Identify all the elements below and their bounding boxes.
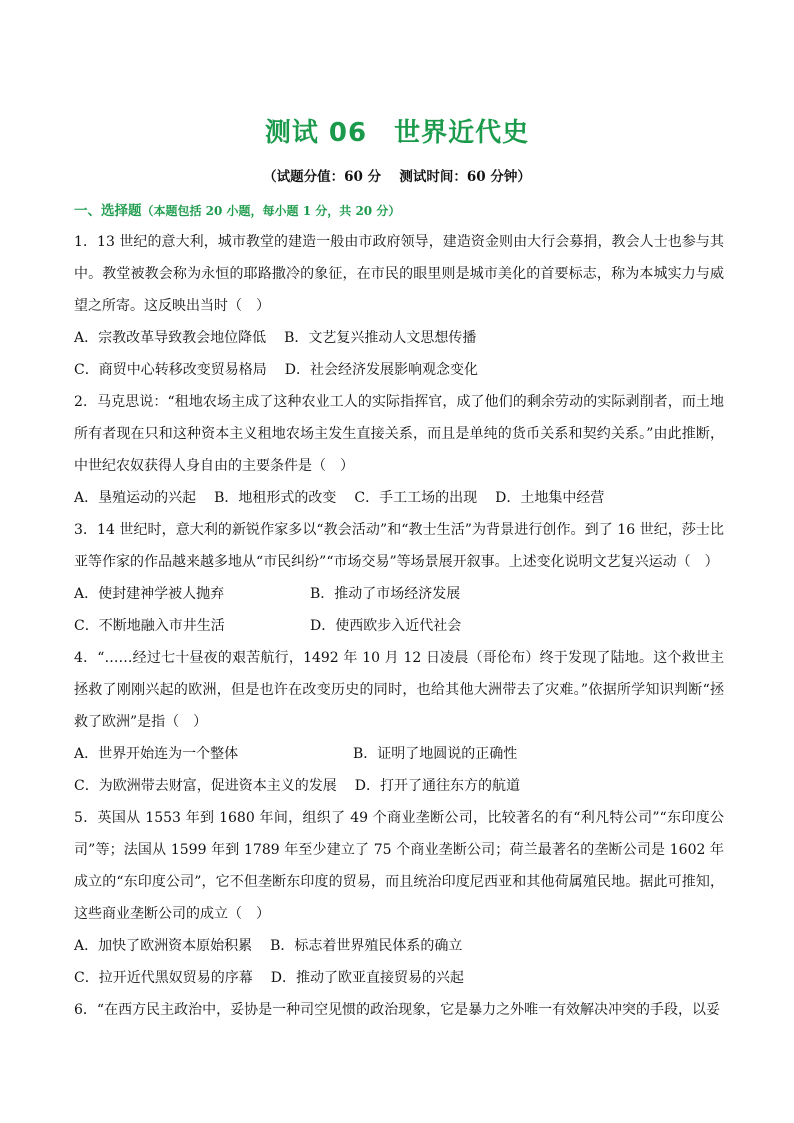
option-c: C．商贸中心转移改变贸易格局: [74, 362, 267, 378]
option-d: D．土地集中经营: [495, 490, 605, 506]
option-a: A．使封建神学被人抛弃: [74, 586, 225, 602]
test-info: （试题分值：60 分 测试时间：60 分钟）: [263, 169, 531, 185]
option-d: D．社会经济发展影响观念变化: [284, 362, 478, 378]
option-c: C．拉开近代黑奴贸易的序幕: [74, 970, 253, 986]
section-heading: [74, 199, 400, 219]
option-a: A．垦殖运动的兴起: [74, 490, 197, 506]
option-a: A．世界开始连为一个整体: [74, 746, 239, 762]
page-title: 测试 06 世界近代史: [264, 118, 530, 148]
section-title: 一、选择题: [74, 203, 142, 219]
option-b: B．推动了市场经济发展: [310, 586, 461, 602]
question-5: [74, 802, 724, 994]
option-row: [74, 354, 724, 386]
option-row: [74, 770, 724, 802]
option-row: [74, 962, 724, 994]
question-2: [74, 386, 724, 514]
question-stem: 1．13 世纪的意大利，城市教堂的建造一般由市政府领导，建造资金则由大行会募捐，教会人士也参与其中。教堂被教会称为永恒的耶路撒冷的象征，在市民的眼里则是城市美化的首要标志，称为本城实力与威望之所寄。这反映出当时（ ）: [74, 234, 724, 314]
option-b: B．证明了地圆说的正确性: [353, 746, 518, 762]
option-row: [74, 578, 724, 610]
option-a: A．宗教改革导致教会地位降低: [74, 330, 267, 346]
question-stem: 6．“在西方民主政治中，妥协是一种司空见惯的政治现象，它是暴力之外唯一有效解决冲突的手段，以妥: [74, 1002, 721, 1018]
option-row: [74, 482, 724, 514]
option-row: [74, 610, 724, 642]
question-6: [74, 994, 724, 1026]
option-d: D．推动了欧亚直接贸易的兴起: [270, 970, 464, 986]
option-b: B．地租形式的改变: [214, 490, 337, 506]
option-row: [74, 322, 724, 354]
option-c: C．不断地融入市井生活: [74, 618, 225, 634]
option-a: A．加快了欧洲资本原始积累: [74, 938, 253, 954]
question-4: [74, 642, 724, 802]
option-b: B．标志着世界殖民体系的确立: [270, 938, 463, 954]
question-stem: 4．“……经过七十昼夜的艰苦航行，1492 年 10 月 12 日凌晨（哥伦布）终于发现了陆地。这个救世主拯救了刚刚兴起的欧洲，但是也许在改变历史的同时，也给其他大洲带去了灾难。”依据所学知识判断“拯救了欧洲”是指（ ）: [74, 650, 724, 730]
option-c: C．为欧洲带去财富，促进资本主义的发展: [74, 778, 337, 794]
question-stem: 5．英国从 1553 年到 1680 年间，组织了 49 个商业垄断公司，比较著名的有“利凡特公司”“东印度公司”等；法国从 1599 年到 1789 年至少建立了 75 个商业垄断公司；荷兰最著名的垄断公司是 1602 年成立的“东印度公司”，它不但垄断东印度的贸易，而且统治印度尼西亚和其他荷属殖民地。据此可推知，这些商业垄断公司的成立（ ）: [74, 810, 724, 922]
option-d: D．打开了通往东方的航道: [354, 778, 520, 794]
question-3: [74, 514, 724, 642]
option-c: C．手工工场的出现: [354, 490, 478, 506]
section-note: （本题包括 20 小题，每小题 1 分，共 20 分）: [141, 204, 401, 218]
option-b: B．文艺复兴推动人文思想传播: [284, 330, 477, 346]
question-stem: 2．马克思说：“租地农场主成了这种农业工人的实际指挥官，成了他们的剩余劳动的实际剥削者，而土地所有者现在只和这种资本主义租地农场主发生直接关系，而且是单纯的货币关系和契约关系。”由此推断，中世纪农奴获得人身自由的主要条件是（ ）: [74, 394, 724, 474]
question-list: [74, 226, 724, 1026]
option-d: D．使西欧步入近代社会: [310, 618, 462, 634]
option-row: [74, 930, 724, 962]
question-stem: 3．14 世纪时，意大利的新锐作家多以“教会活动”和“教士生活”为背景进行创作。到了 16 世纪，莎士比亚等作家的作品越来越多地从“市民纠纷”“市场交易”等场景展开叙事。上述变化说明文艺复兴运动（ ）: [74, 522, 724, 570]
option-row: [74, 738, 724, 770]
question-1: [74, 226, 724, 386]
